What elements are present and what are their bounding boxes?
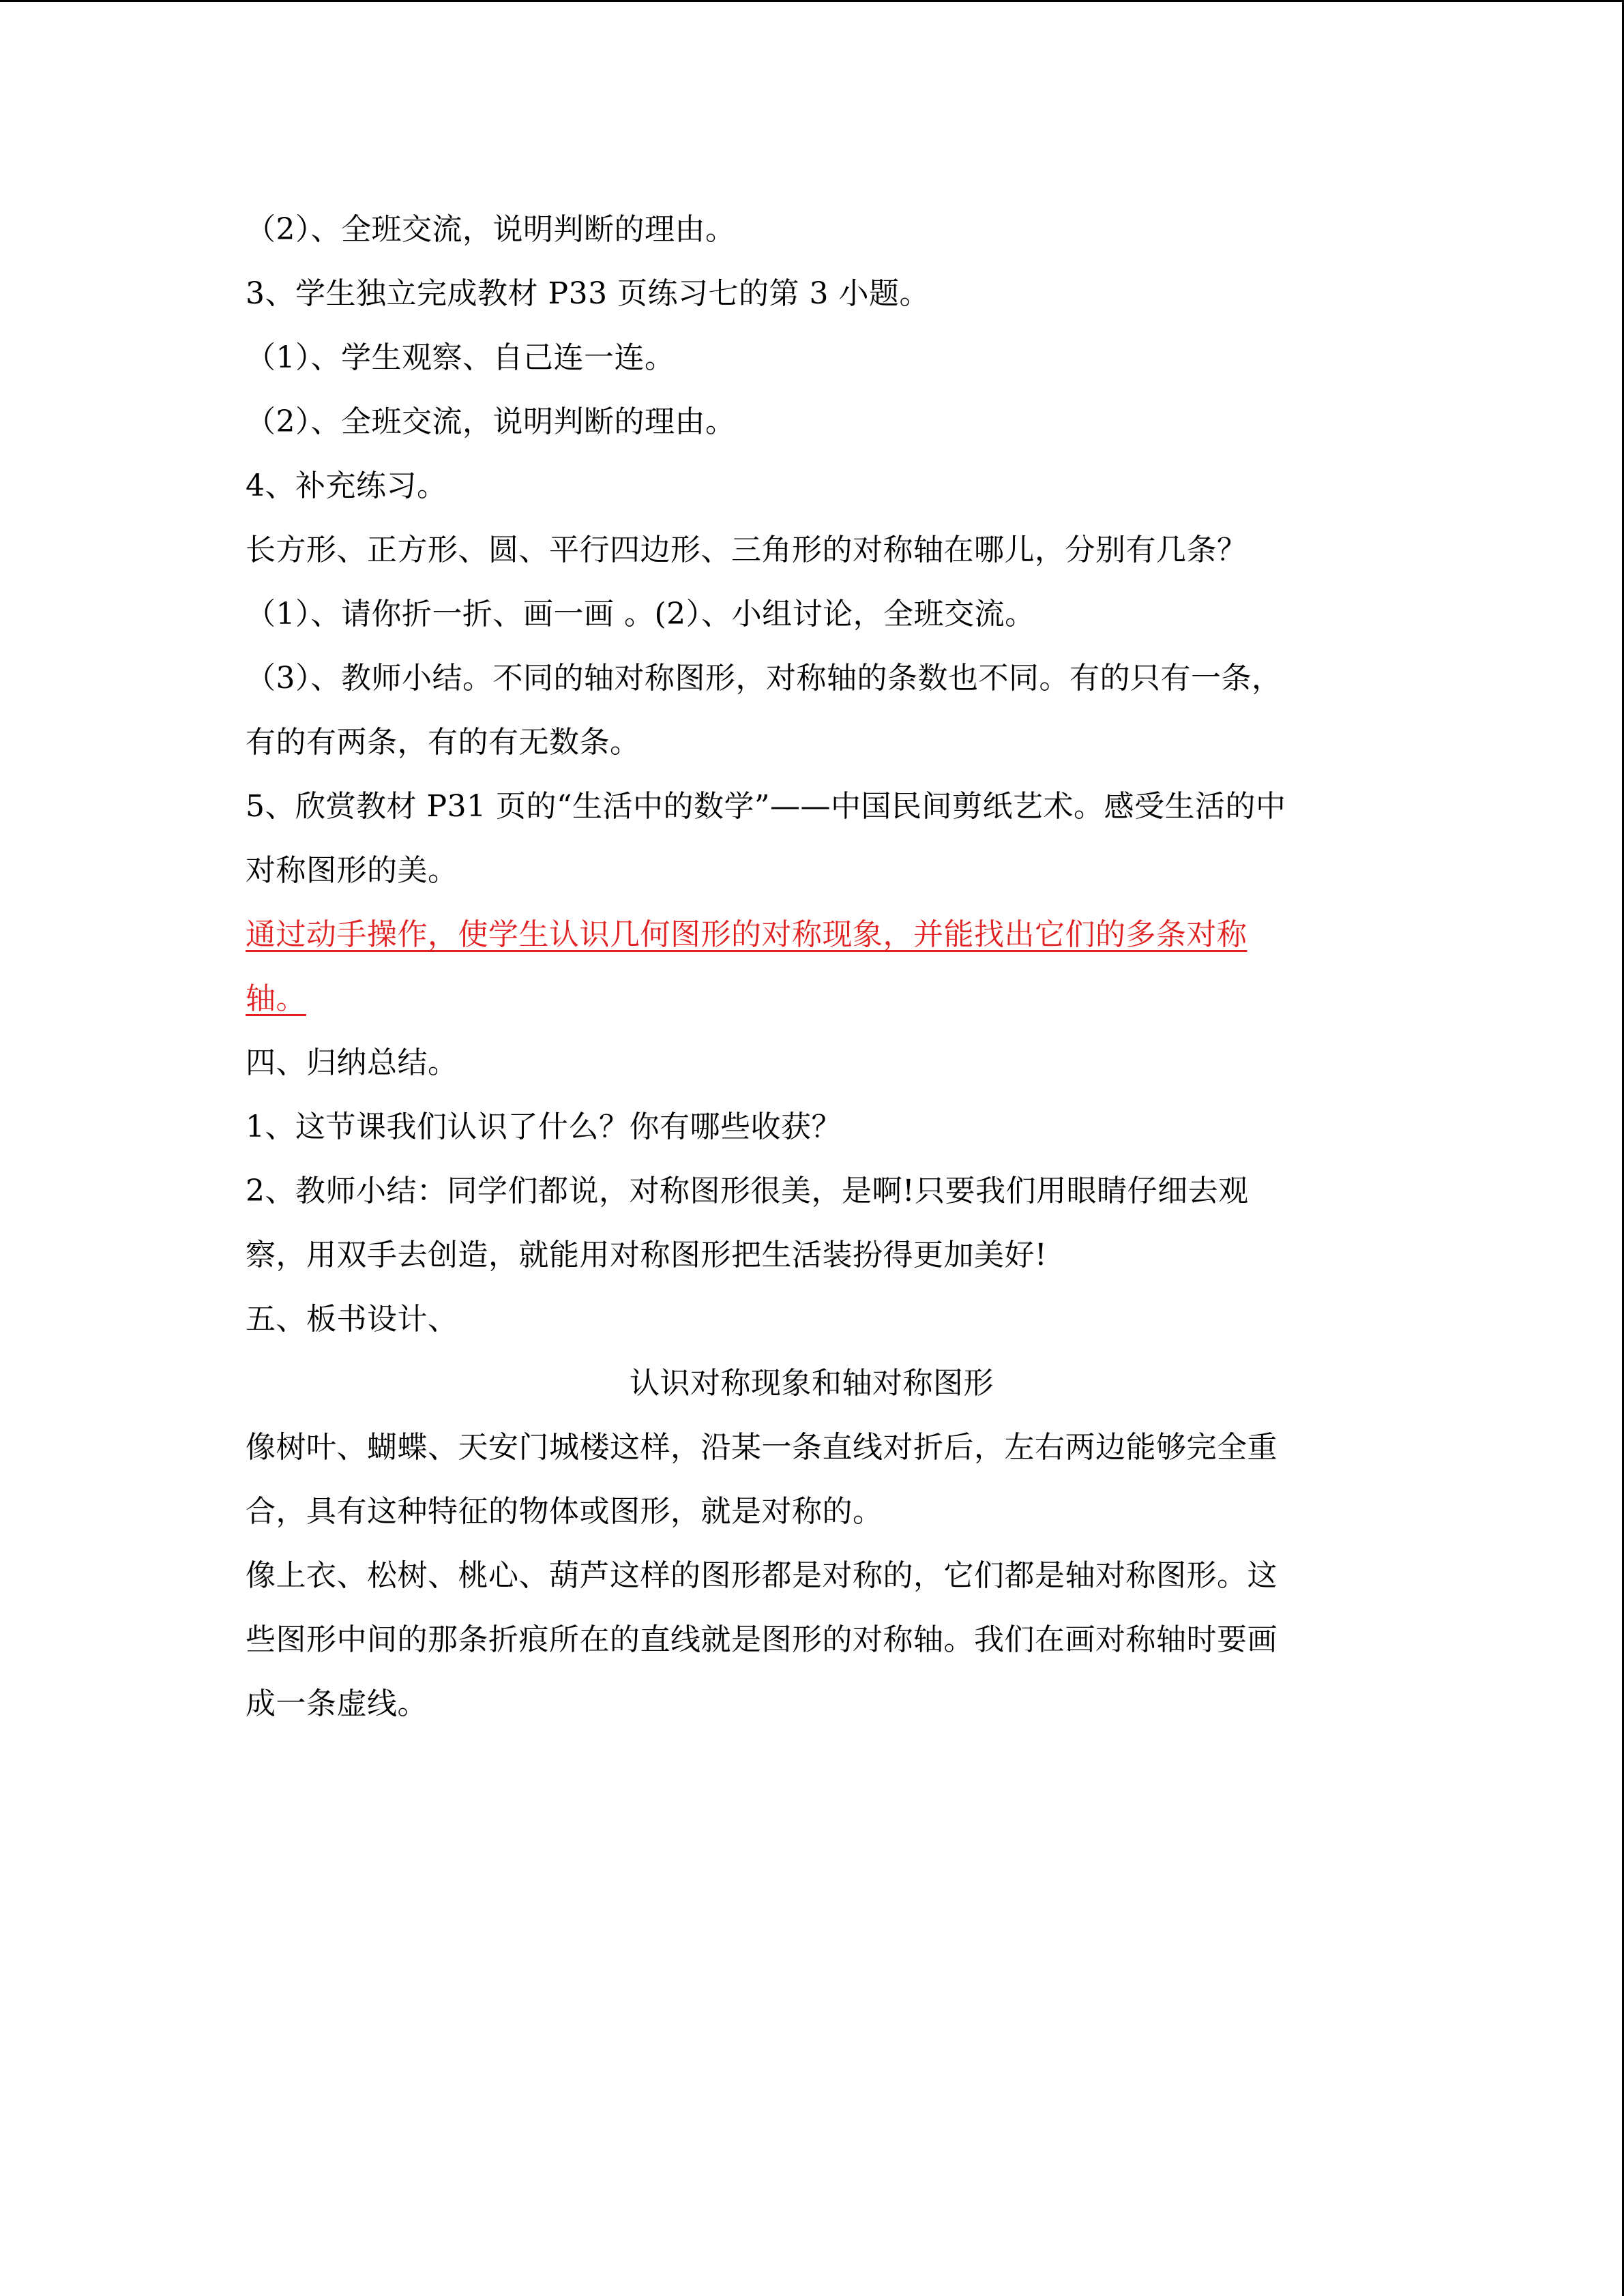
highlight-line-1	[246, 903, 1378, 967]
text-line-exercise-3: 3、学生独立完成教材 P33 页练习七的第 3 小题。	[246, 276, 930, 311]
text-line-what-learned: 1、这节课我们认识了什么？你有哪些收获？	[246, 1109, 842, 1144]
text-line-observe-connect: （1）、学生观察、自己连一连。	[246, 340, 675, 375]
text-line-symmetry-def-1: 像树叶、蝴蝶、天安门城楼这样，沿某一条直线对折后，左右两边能够完全重	[246, 1430, 1278, 1465]
text-line-paper-cutting-2: 对称图形的美。	[246, 853, 458, 888]
text-line-teacher-conclusion-1: 2、教师小结：同学们都说，对称图形很美，是啊!只要我们用眼睛仔细去观	[246, 1174, 1249, 1208]
section-heading-summary: 四、归纳总结。	[246, 1045, 458, 1080]
highlight-text-1: 通过动手操作，使学生认识几何图形的对称现象，并能找出它们的多条对称	[246, 917, 1247, 952]
text-line-paper-cutting-1: 5、欣赏教材 P31 页的“生活中的数学”——中国民间剪纸艺术。感受生活的中	[246, 789, 1286, 824]
text-line-axis-def-2: 些图形中间的那条折痕所在的直线就是图形的对称轴。我们在画对称轴时要画	[246, 1622, 1278, 1657]
text-line-teacher-summary-2: 有的有两条，有的有无数条。	[246, 725, 640, 760]
document-body	[246, 198, 1378, 1736]
text-line-teacher-conclusion-2: 察，用双手去创造，就能用对称图形把生活装扮得更加美好!	[246, 1238, 1048, 1272]
text-line-supplementary-heading: 4、补充练习。	[246, 468, 447, 503]
section-heading-board-design: 五、板书设计、	[246, 1302, 458, 1337]
text-line-axis-def-3: 成一条虚线。	[246, 1686, 428, 1721]
text-line-shapes-question: 长方形、正方形、圆、平行四边形、三角形的对称轴在哪儿，分别有几条？	[246, 533, 1247, 567]
text-line-teacher-summary-1: （3）、教师小结。不同的轴对称图形，对称轴的条数也不同。有的只有一条，	[246, 661, 1282, 696]
text-line-exchange-reason-1: （2）、全班交流，说明判断的理由。	[246, 212, 736, 247]
text-line-fold-draw: （1）、请你折一折、画一画 。(2）、小组讨论，全班交流。	[246, 597, 1035, 631]
board-title: 认识对称现象和轴对称图形	[630, 1366, 994, 1401]
highlight-text-2: 轴。	[246, 981, 306, 1016]
text-line-symmetry-def-2: 合，具有这种特征的物体或图形，就是对称的。	[246, 1494, 883, 1529]
highlight-line-2	[246, 967, 1378, 1031]
text-line-exchange-reason-2: （2）、全班交流，说明判断的理由。	[246, 404, 736, 439]
text-line-axis-def-1: 像上衣、松树、桃心、葫芦这样的图形都是对称的，它们都是轴对称图形。这	[246, 1558, 1278, 1593]
page-border-top	[0, 0, 1624, 2]
